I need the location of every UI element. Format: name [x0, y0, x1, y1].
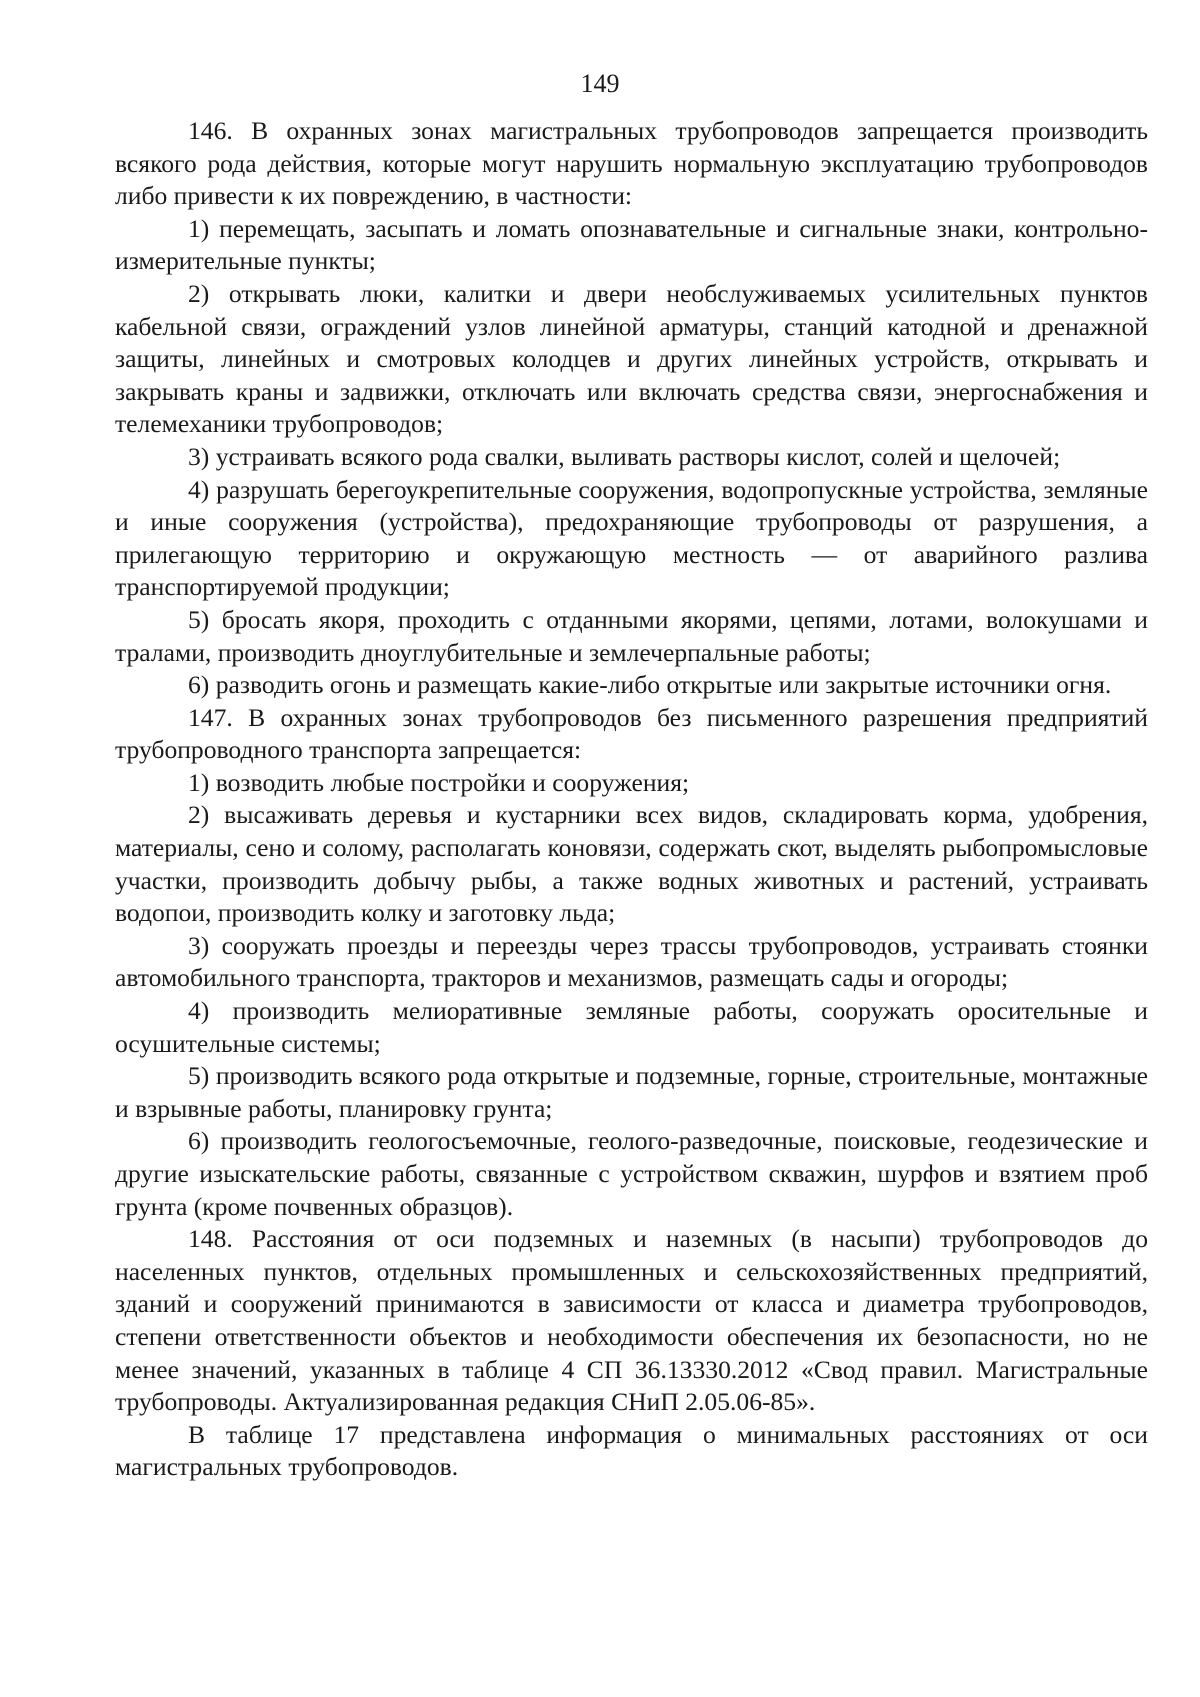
- list-item-147-6: 6) производить геологосъемочные, геолого-разведочные, поисковые, геодезические и другие изыскательские работы, связанные с устройством скважин, шурфов и взятием проб грунта (кроме почвенных образцов).: [115, 1126, 1148, 1221]
- list-item-146-6: 6) разводить огонь и размещать какие-либо открытые или закрытые источники огня.: [188, 670, 1112, 700]
- list-item-146-3: 3) устраивать всякого рода свалки, выливать растворы кислот, солей и щелочей;: [188, 441, 1061, 471]
- list-item-147-5: 5) производить всякого рода открытые и подземные, горные, строительные, монтажные и взрывные работы, планировку грунта;: [115, 1061, 1148, 1123]
- list-item-147-2: 2) высаживать деревья и кустарники всех видов, складировать корма, удобрения, материалы, сено и солому, располагать коновязи, содержать скот, выделять рыбопромысловые участки, производить добычу рыбы, а также водных животных и растений, устраивать водопои, производить колку и заготовку льда;: [115, 800, 1148, 928]
- list-item-147-1: 1) возводить любые постройки и сооружения;: [188, 767, 690, 797]
- paragraph-146-intro: 146. В охранных зонах магистральных трубопроводов запрещается производить всякого рода действия, которые могут нарушить нормальную эксплуатацию трубопроводов либо привести к их повреждению, в частности:: [115, 116, 1148, 211]
- paragraph-table-17-reference: В таблице 17 представлена информация о минимальных расстояниях от оси магистральных трубопроводов.: [115, 1419, 1148, 1482]
- paragraph-147-intro: 147. В охранных зонах трубопроводов без письменного разрешения предприятий трубопроводного транспорта запрещается:: [115, 702, 1148, 765]
- list-item-146-5: 5) бросать якоря, проходить с отданными якорями, цепями, лотами, волокушами и тралами, производить дноуглубительные и землечерпальные работы;: [115, 604, 1148, 667]
- list-item-147-4: 4) производить мелиоративные земляные работы, сооружать оросительные и осушительные системы;: [115, 996, 1148, 1058]
- list-item-146-1: 1) перемещать, засыпать и ломать опознавательные и сигнальные знаки, контрольно-измерительные пункты;: [115, 213, 1148, 276]
- body-text: [115, 115, 1148, 1484]
- list-item-146-2: 2) открывать люки, калитки и двери необслуживаемых усилительных пунктов кабельной связи, ограждений узлов линейной арматуры, станций катодной и дренажной защиты, линейных и смотровых колодцев и других линейных устройств, открывать и закрывать краны и задвижки, отключать или включать средства связи, энергоснабжения и телемеханики трубопроводов;: [115, 278, 1148, 439]
- paragraph-148: 148. Расстояния от оси подземных и наземных (в насыпи) трубопроводов до населенных пунктов, отдельных промышленных и сельскохозяйственных предприятий, зданий и сооружений принимаются в зависимости от класса и диаметра трубопроводов, степени ответственности объектов и необходимости обеспечения их безопасности, но не менее значений, указанных в таблице 4 СП 36.13330.2012 «Свод правил. Магистральные трубопроводы. Актуализированная редакция СНиП 2.05.06-85».: [115, 1224, 1148, 1417]
- list-item-147-3: 3) сооружать проезды и переезды через трассы трубопроводов, устраивать стоянки автомобильного транспорта, тракторов и механизмов, размещать сады и огороды;: [115, 930, 1148, 993]
- list-item-146-4: 4) разрушать берегоукрепительные сооружения, водопропускные устройства, земляные и иные сооружения (устройства), предохраняющие трубопроводы от разрушения, а прилегающую территорию и окружающую местность — от аварийного разлива транспортируемой продукции;: [115, 474, 1148, 602]
- page-number: 149: [580, 69, 620, 98]
